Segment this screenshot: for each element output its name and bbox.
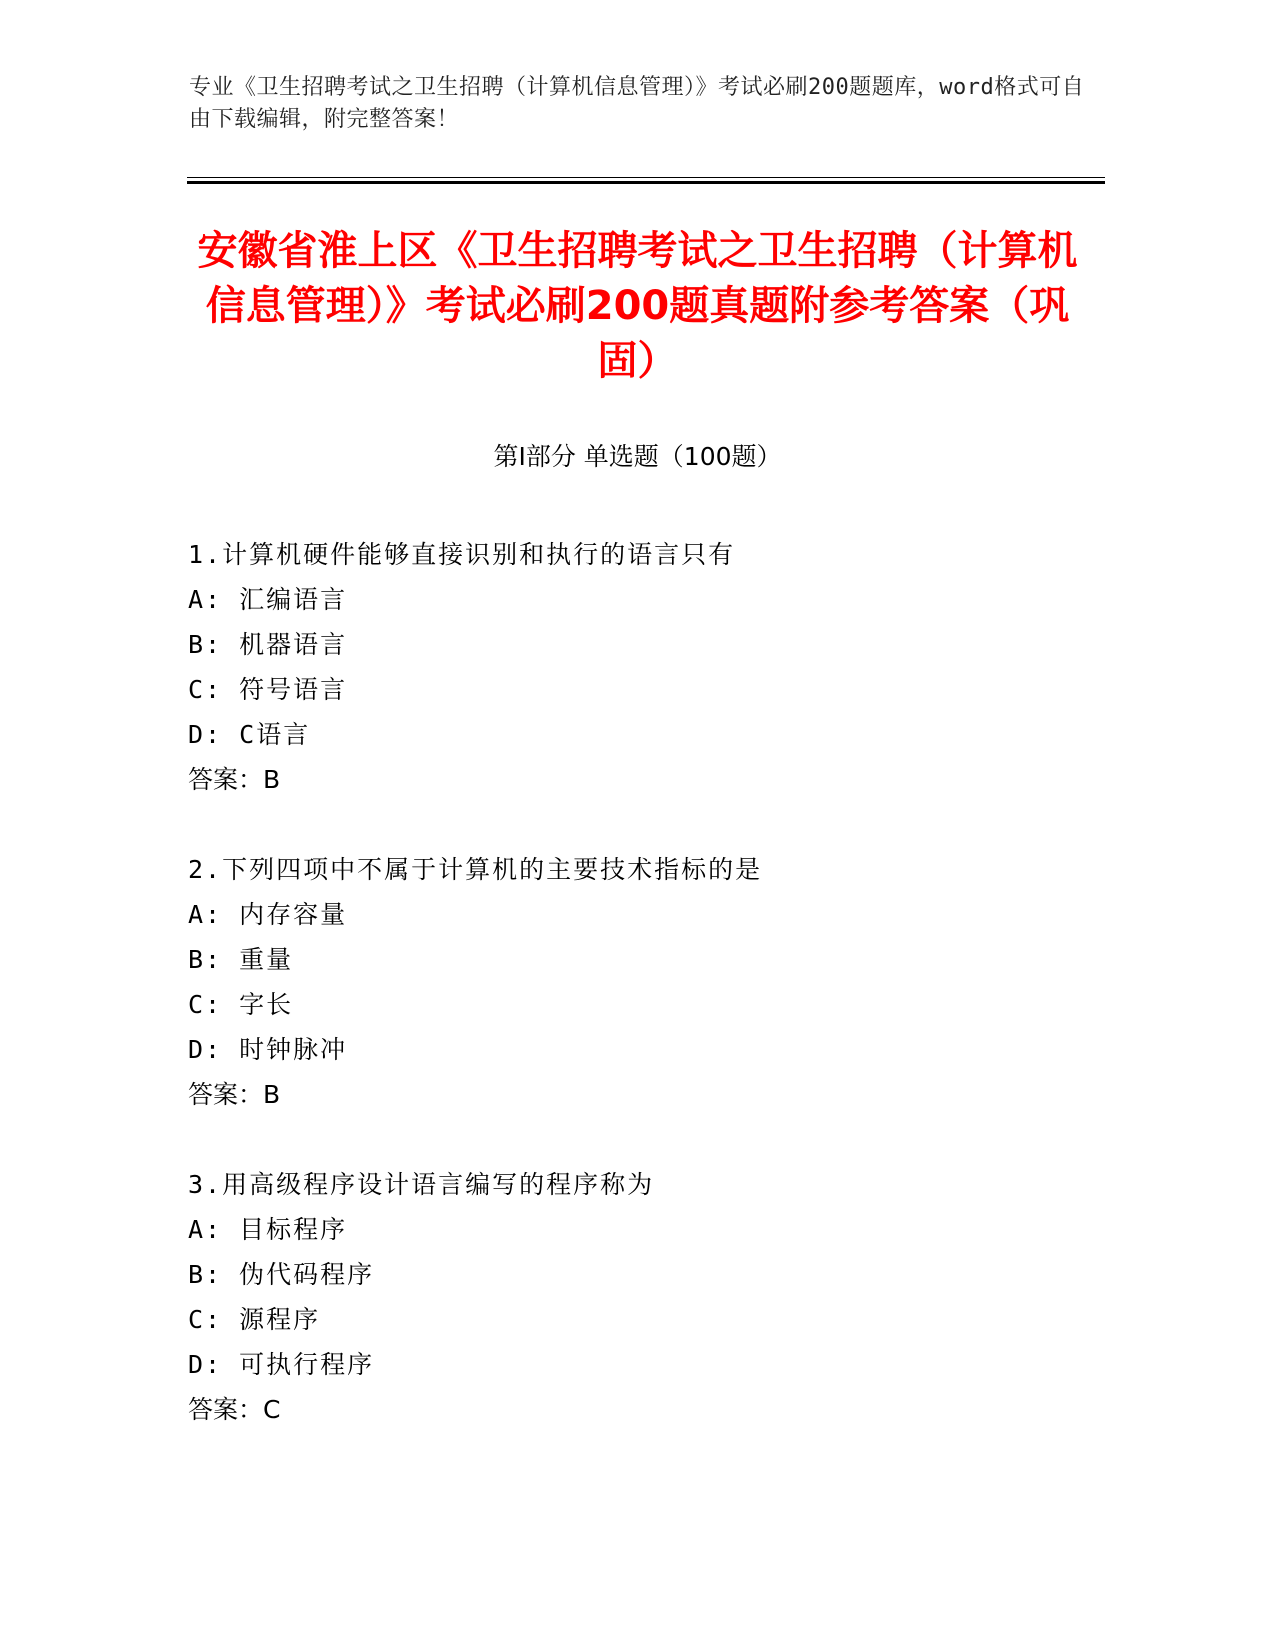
option-c: C: 符号语言 — [188, 675, 348, 704]
header-divider-thin — [187, 177, 1105, 178]
option-c: C: 字长 — [188, 990, 294, 1019]
option-c: C: 源程序 — [188, 1305, 321, 1334]
question-item — [188, 1162, 1088, 1432]
option-a: A: 目标程序 — [188, 1215, 348, 1244]
option-d: D: 时钟脉冲 — [188, 1035, 348, 1064]
question-list — [188, 532, 1088, 1477]
option-a: A: 汇编语言 — [188, 585, 348, 614]
option-a: A: 内存容量 — [188, 900, 348, 929]
option-d: D: 可执行程序 — [188, 1350, 375, 1379]
option-b: B: 重量 — [188, 945, 294, 974]
header-divider-thick — [187, 181, 1105, 184]
option-d: D: C语言 — [188, 720, 311, 749]
answer-line: 答案：B — [188, 765, 281, 794]
section-heading: 第Ⅰ部分 单选题（100题） — [493, 442, 782, 471]
question-stem: 3.用高级程序设计语言编写的程序称为 — [188, 1170, 655, 1199]
question-item — [188, 532, 1088, 802]
question-stem: 1.计算机硬件能够直接识别和执行的语言只有 — [188, 540, 736, 569]
header-note: 专业《卫生招聘考试之卫生招聘（计算机信息管理）》考试必刷200题题库，word格式可自由下载编辑，附完整答案！ — [189, 75, 1085, 132]
option-b: B: 伪代码程序 — [188, 1260, 375, 1289]
answer-line: 答案：B — [188, 1080, 281, 1109]
option-b: B: 机器语言 — [188, 630, 348, 659]
question-stem: 2.下列四项中不属于计算机的主要技术指标的是 — [188, 855, 763, 884]
question-item — [188, 847, 1088, 1117]
document-title: 安徽省淮上区《卫生招聘考试之卫生招聘（计算机信息管理）》考试必刷200题真题附参考答案（巩固） — [197, 228, 1078, 384]
answer-line: 答案：C — [188, 1395, 281, 1424]
